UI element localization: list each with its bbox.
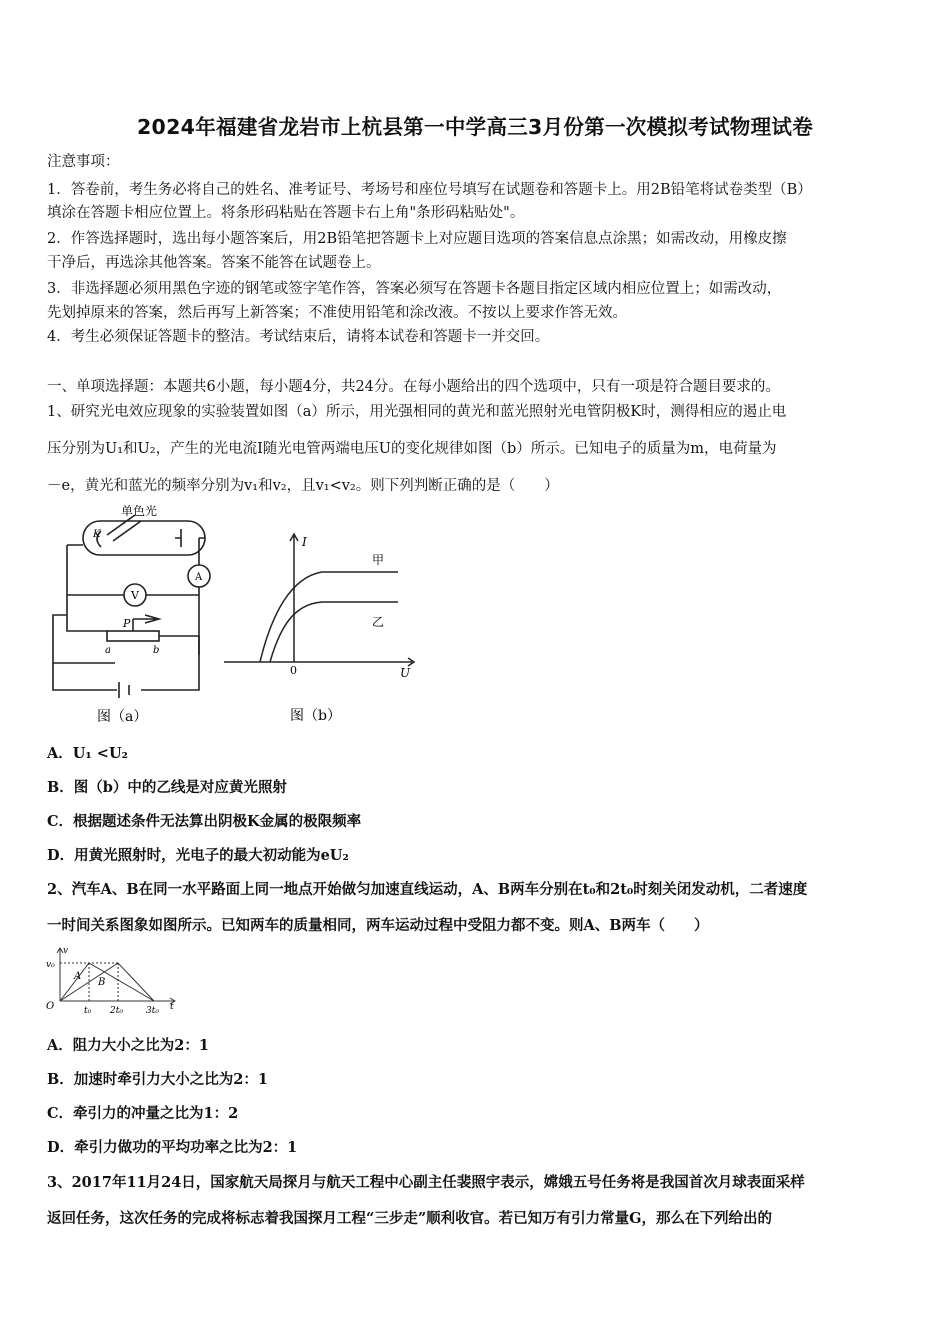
t-label: t	[170, 1002, 174, 1012]
battery	[119, 682, 129, 698]
jia-label: 甲	[372, 553, 385, 567]
t0-label: t₀	[84, 1006, 92, 1016]
figure-a-circuit	[45, 505, 225, 727]
curve-yi	[270, 602, 398, 662]
light-beam	[107, 515, 141, 541]
line-a	[60, 963, 154, 1001]
3t0-label: 3t₀	[146, 1006, 159, 1016]
q2-option-b: B．加速时牵引力大小之比为2：1	[47, 1071, 268, 1088]
2t0-label: 2t₀	[110, 1006, 123, 1016]
question-3-line: 3、2017年11月24日，国家航天局探月与航天工程中心副主任裴照宇表示，嫦娥五号任务将是我国首次月球表面采样	[47, 1174, 805, 1191]
exam-title: 2024年福建省龙岩市上杭县第一中学高三3月份第一次模拟考试物理试卷	[136, 115, 814, 139]
u-axis-label: U	[400, 666, 411, 680]
phototube	[83, 521, 205, 555]
voltmeter-label: V	[131, 589, 139, 602]
notice-line: 2．作答选择题时，选出每小题答案后，用2B铅笔把答题卡上对应题目选项的答案信息点涂黑；如需改动，用橡皮擦	[47, 231, 787, 247]
q2-option-a: A．阻力大小之比为2：1	[47, 1037, 209, 1054]
figure-b-iu-graph	[222, 532, 422, 727]
q2-option-d: D．牵引力做功的平均功率之比为2：1	[47, 1139, 298, 1156]
rheostat	[107, 631, 159, 641]
point-a-label: a	[105, 645, 111, 656]
v0-label: v₀	[46, 960, 55, 970]
notice-line: 先划掉原来的答案，然后再写上新答案；不准使用铅笔和涂改液。不按以上要求作答无效。	[47, 305, 627, 321]
ammeter-label: A	[195, 572, 203, 583]
notice-heading: 注意事项：	[47, 154, 120, 170]
q1-option-d: D．用黄光照射时，光电子的最大初动能为eU₂	[47, 847, 349, 864]
section-heading: 一、单项选择题：本题共6小题，每小题4分，共24分。在每小题给出的四个选项中，只有一项是符合题目要求的。	[47, 379, 780, 395]
q2-option-c: C．牵引力的冲量之比为1：2	[47, 1105, 239, 1122]
question-2-line: 2、汽车A、B在同一水平路面上同一地点开始做匀加速直线运动，A、B两车分别在t₀和2t₀时刻关闭发动机，二者速度	[47, 881, 808, 898]
notice-line: 4．考生必须保证答题卡的整洁。考试结束后，请将本试卷和答题卡一并交回。	[47, 329, 550, 345]
yi-label: 乙	[372, 615, 385, 629]
notice-line: 干净后，再选涂其他答案。答案不能答在试题卷上。	[47, 255, 381, 271]
origin-label: 0	[290, 664, 297, 677]
question-2-line: 一时间关系图象如图所示。已知两车的质量相同，两车运动过程中受阻力都不变。则A、B两车（ ）	[47, 917, 709, 934]
anode	[175, 529, 181, 547]
cathode-label: K	[93, 529, 101, 540]
v-label: v	[63, 946, 69, 956]
point-b-label: b	[153, 645, 160, 656]
car-a-label: A	[74, 971, 82, 982]
figure-a-caption: 图（a）	[97, 709, 148, 725]
slider-label: P	[123, 617, 131, 630]
notice-line: 1．答卷前，考生务必将自己的姓名、准考证号、考场号和座位号填写在试题卷和答题卡上。用2B铅笔将试卷类型（B）	[47, 182, 812, 198]
car-b-label: B	[98, 977, 106, 988]
figure-q2-vt-graph	[44, 945, 179, 1017]
q1-option-b: B．图（b）中的乙线是对应黄光照射	[47, 779, 287, 796]
question-1-line: －e，黄光和蓝光的频率分别为v₁和v₂，且v₁<v₂。则下列判断正确的是（ ）	[47, 478, 559, 494]
notice-line: 3．非选择题必须用黑色字迹的钢笔或签字笔作答，答案必须写在答题卡各题目指定区域内相应位置上；如需改动，	[47, 281, 782, 297]
question-1-line: 压分别为U₁和U₂，产生的光电流I随光电管两端电压U的变化规律如图（b）所示。已知电子的质量为m，电荷量为	[47, 441, 777, 457]
i-axis	[290, 534, 298, 662]
question-1-line: 1、研究光电效应现象的实验装置如图（a）所示，用光强相同的黄光和蓝光照射光电管阴极K时，测得相应的遏止电	[47, 404, 787, 420]
notice-line: 填涂在答题卡相应位置上。将条形码粘贴在答题卡右上角"条形码粘贴处"。	[47, 205, 525, 221]
u-axis	[224, 658, 414, 666]
light-label: 单色光	[121, 505, 158, 518]
figure-b-caption: 图（b）	[290, 708, 341, 724]
i-axis-label: I	[302, 535, 307, 549]
q1-option-c: C．根据题述条件无法算出阴极K金属的极限频率	[47, 813, 362, 830]
question-3-line: 返回任务，这次任务的完成将标志着我国探月工程“三步走”顺利收官。若已知万有引力常量G，那么在下列给出的	[47, 1210, 773, 1227]
origin-label: O	[46, 1001, 55, 1012]
q1-option-a: A．U₁ <U₂	[47, 745, 128, 762]
